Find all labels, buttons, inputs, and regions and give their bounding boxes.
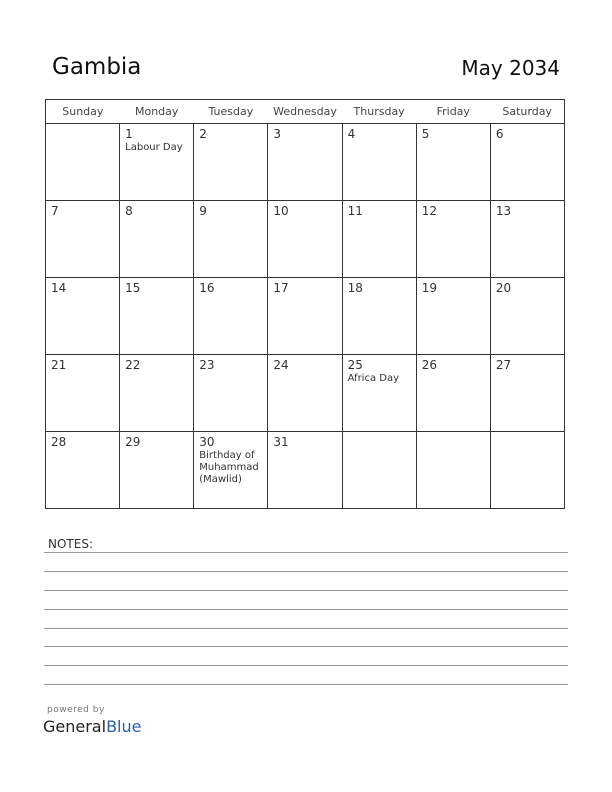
- day-number: 9: [199, 204, 207, 218]
- note-line: [44, 665, 568, 666]
- powered-by-text: powered by: [47, 705, 105, 715]
- day-cell: [46, 124, 120, 201]
- day-cell: [268, 355, 342, 432]
- day-cell: [120, 124, 194, 201]
- day-cell: [490, 124, 564, 201]
- day-cell: [120, 432, 194, 509]
- weekday-saturday: Saturday: [490, 100, 564, 124]
- day-number: 14: [51, 281, 67, 295]
- day-cell: [490, 355, 564, 432]
- week-row: [46, 278, 565, 355]
- day-cell: [416, 124, 490, 201]
- day-number: 13: [495, 204, 512, 218]
- note-line: [44, 571, 568, 572]
- day-number: 11: [347, 204, 363, 218]
- day-cell: [46, 201, 120, 278]
- day-cell: [416, 278, 490, 355]
- weekday-wednesday: Wednesday: [268, 100, 342, 124]
- day-number: 28: [51, 435, 67, 449]
- day-number: 7: [51, 204, 59, 218]
- brand-general: General: [43, 717, 107, 736]
- holiday-label: Africa Day: [347, 373, 400, 384]
- brand-blue: Blue: [106, 717, 142, 736]
- weekday-tuesday: Tuesday: [194, 100, 268, 124]
- week-row: [46, 201, 565, 278]
- day-number: 17: [273, 281, 289, 295]
- day-number: 6: [495, 127, 504, 141]
- day-number: 27: [495, 358, 512, 372]
- day-number: 15: [125, 281, 141, 295]
- weekday-header-row: [46, 100, 565, 124]
- weekday-sunday: Sunday: [46, 100, 120, 124]
- day-number: 3: [273, 127, 282, 141]
- day-cell: [194, 355, 268, 432]
- day-number: 22: [125, 358, 141, 372]
- day-cell: [268, 432, 342, 509]
- note-line: [44, 646, 568, 647]
- day-number: 8: [125, 204, 133, 218]
- day-cell: [342, 432, 416, 509]
- day-number: 25: [347, 358, 363, 372]
- note-line: [44, 590, 568, 591]
- day-cell: [46, 432, 120, 509]
- month-year-title: May 2034: [461, 56, 560, 80]
- week-row: [46, 124, 565, 201]
- day-cell: [120, 278, 194, 355]
- day-cell: [342, 201, 416, 278]
- day-cell: [342, 278, 416, 355]
- day-number: 16: [199, 281, 215, 295]
- day-cell: [120, 355, 194, 432]
- weekday-thursday: Thursday: [342, 100, 416, 124]
- day-cell: [416, 355, 490, 432]
- week-row: [46, 432, 565, 509]
- day-cell: [490, 432, 564, 509]
- day-cell: [268, 201, 342, 278]
- day-cell: [194, 432, 268, 509]
- generalblue-logo: [43, 717, 141, 736]
- day-cell: [490, 201, 564, 278]
- day-cell: [194, 124, 268, 201]
- day-number: 20: [495, 281, 512, 295]
- day-number: 30: [199, 435, 215, 449]
- day-number: 12: [421, 204, 437, 218]
- holiday-label: Labour Day: [125, 142, 183, 153]
- day-number: 31: [273, 435, 289, 449]
- day-cell: [194, 201, 268, 278]
- weekday-friday: Friday: [416, 100, 490, 124]
- day-number: 19: [421, 281, 437, 295]
- day-cell: [416, 201, 490, 278]
- note-line: [44, 609, 568, 610]
- notes-label: NOTES:: [48, 537, 93, 551]
- day-number: 18: [347, 281, 363, 295]
- day-number: 4: [347, 127, 356, 141]
- day-number: 29: [125, 435, 141, 449]
- note-line: [44, 628, 568, 629]
- holiday-label: Birthday of Muhammad (Mawlid): [199, 450, 259, 485]
- day-cell: [342, 124, 416, 201]
- day-cell: [268, 278, 342, 355]
- day-number: 5: [421, 127, 430, 141]
- day-number: 1: [125, 127, 133, 141]
- day-cell: [194, 278, 268, 355]
- note-line: [44, 684, 568, 685]
- day-cell: [46, 278, 120, 355]
- day-number: 10: [273, 204, 289, 218]
- day-cell: [490, 278, 564, 355]
- week-row: [46, 355, 565, 432]
- day-number: 21: [51, 358, 67, 372]
- calendar-grid: [45, 99, 565, 509]
- day-cell: [46, 355, 120, 432]
- day-number: 26: [421, 358, 437, 372]
- country-title: Gambia: [52, 54, 142, 80]
- weekday-monday: Monday: [120, 100, 194, 124]
- day-number: 23: [199, 358, 215, 372]
- day-cell: [416, 432, 490, 509]
- day-number: 24: [273, 358, 289, 372]
- day-cell: [120, 201, 194, 278]
- day-cell: [342, 355, 416, 432]
- note-line: [44, 552, 568, 553]
- day-number: 2: [199, 127, 207, 141]
- day-cell: [268, 124, 342, 201]
